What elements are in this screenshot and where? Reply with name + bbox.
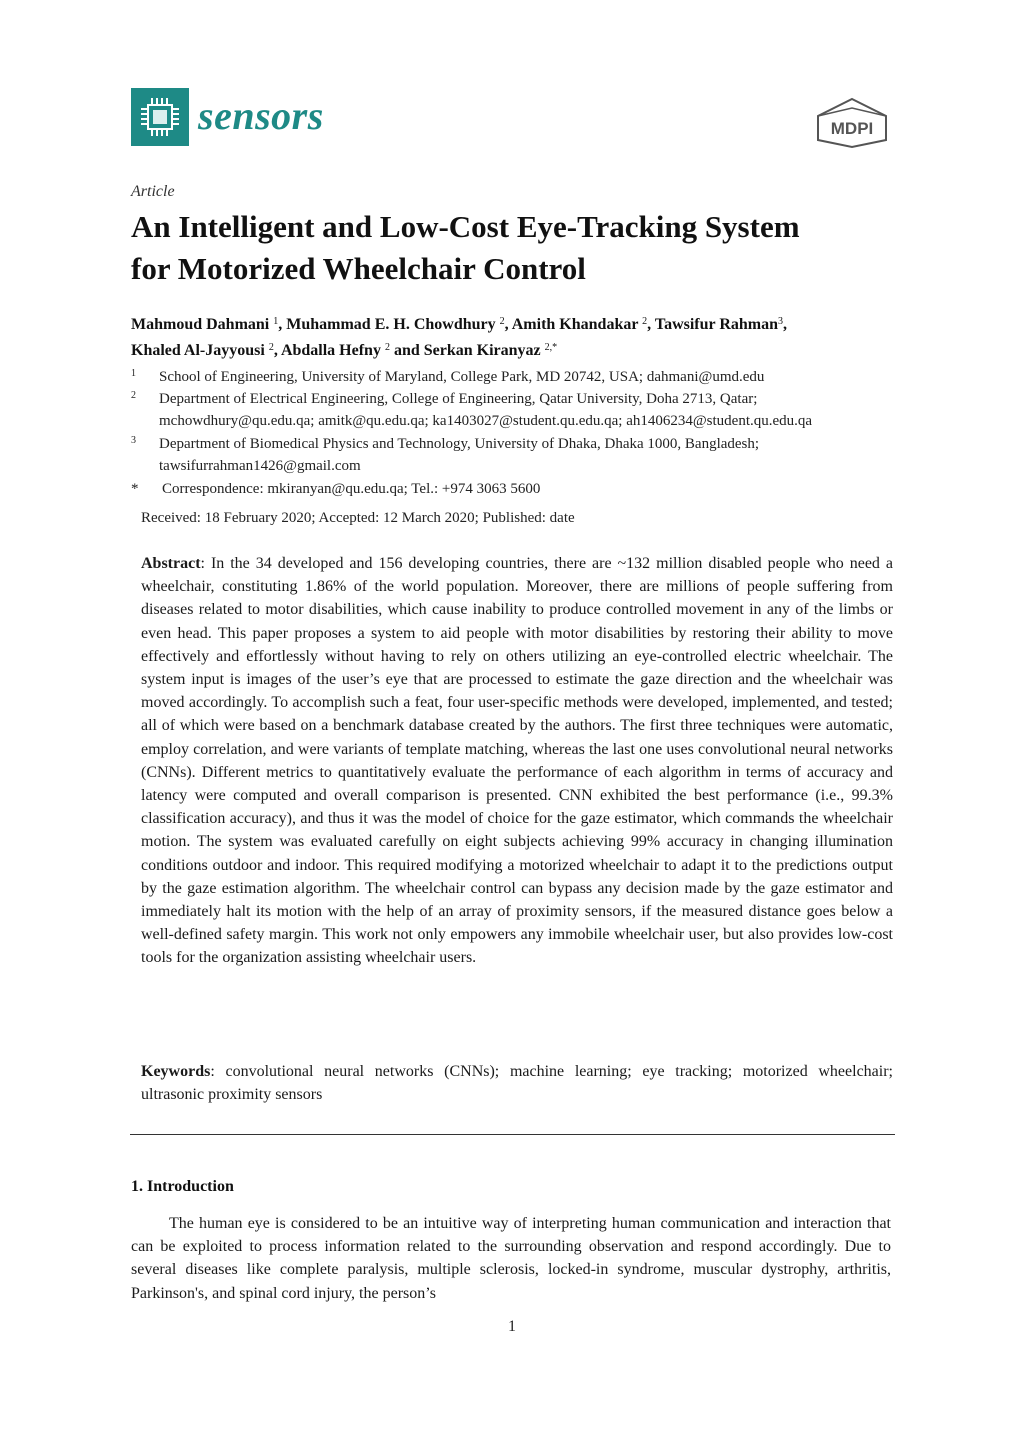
publisher-name: MDPI bbox=[830, 119, 874, 138]
page-number: 1 bbox=[508, 1318, 516, 1335]
author: Mahmoud Dahmani $^1$, bbox=[131, 316, 287, 333]
author: Khaled Al-Jayyousi $^2$, bbox=[131, 342, 281, 359]
affiliation: 1 School of Engineering, University of Maryland, College Park, MD 20742, USA; dahmani@umd.edu bbox=[131, 368, 765, 385]
author: Muhammad E. H. Chowdhury $^2$, bbox=[286, 316, 512, 333]
correspondence: * Correspondence: mkiranyan@qu.edu.qa; Tel.: +974 3063 5600 bbox=[131, 481, 541, 497]
chip-icon bbox=[131, 88, 189, 146]
keywords bbox=[141, 1060, 893, 1106]
abstract-text: : In the 34 developed and 156 developing countries, there are ~132 million disabled people who need a wheelchair, constituting 1.86% of the world population. Moreover, there are millions of people suffering from diseases related to motor disabilities, which cause inability to produce controlled movement in any of the limbs or even head. This paper proposes a system to aid people with motor disabilities by restoring their ability to move effectively and effortlessly without having to rely on others utilizing an eye-controlled electric wheelchair. The system input is images of the user’s eye that are processed to estimate the gaze direction and the wheelchair was moved accordingly. To accomplish such a feat, four user-specific methods were developed, implemented, and tested; all of which were based on a benchmark database created by the authors. The first three techniques were automatic, employ correlation, and were variants of template matching, whereas the last one uses convolutional neural networks (CNNs). Different metrics to quantitatively evaluate the performance of each algorithm in terms of accuracy and latency were computed and overall comparison is presented. CNN exhibited the best performance (i.e., 99.3% classification accuracy), and thus it was the model of choice for the gaze estimator, which commands the wheelchair motion. The system was evaluated carefully on eight subjects achieving 99% accuracy in changing illumination conditions outdoor and indoor. This required modifying a motorized wheelchair to adapt it to the predictions output by the gaze estimation algorithm. The wheelchair control can bypass any decision made by the gaze estimator and immediately halt its motion with the help of an array of proximity sensors, if the measured distance goes below a well-defined safety margin. This work not only empowers any immobile wheelchair user, but also provides low-cost tools for the organization assisting wheelchair users. bbox=[141, 555, 893, 967]
abstract-label: Abstract bbox=[141, 555, 201, 572]
title-line-2: for Motorized Wheelchair Control bbox=[131, 251, 586, 286]
section-heading: 1. Introduction bbox=[131, 1178, 234, 1195]
author: Tawsifur Rahman$^3$, bbox=[654, 316, 788, 333]
title-line-1: An Intelligent and Low-Cost Eye-Tracking System bbox=[131, 209, 800, 244]
author: Abdalla Hefny $^2$ and bbox=[280, 342, 424, 359]
paper-title bbox=[131, 206, 891, 290]
author: Amith Khandakar $^2$, bbox=[511, 316, 655, 333]
mdpi-logo-icon bbox=[812, 96, 892, 150]
journal-logo bbox=[131, 88, 189, 146]
affiliation: 3 Department of Biomedical Physics and Technology, University of Dhaka, Dhaka 1000, Bangladesh; tawsifurrahman1426@gmail.com bbox=[131, 435, 760, 474]
author-list bbox=[131, 310, 901, 362]
section-divider bbox=[130, 1134, 895, 1135]
author: Serkan Kiranyaz $^{2,*}$ bbox=[423, 342, 558, 359]
journal-name: sensors bbox=[198, 93, 324, 138]
keywords-text: : convolutional neural networks (CNNs); machine learning; eye tracking; motorized wheelchair; ultrasonic proximity sensors bbox=[141, 1063, 893, 1104]
article-type: Article bbox=[131, 183, 175, 200]
body-paragraph: The human eye is considered to be an intuitive way of interpreting human communication and interaction that can be exploited to process information related to the surrounding observation and respond accordingly. Due to several diseases like complete paralysis, multiple sclerosis, locked-in syndrome, muscular dystrophy, arthritis, Parkinson's, and spinal cord injury, the person’s bbox=[131, 1215, 891, 1302]
publisher-logo bbox=[812, 96, 892, 150]
publication-dates: Received: 18 February 2020; Accepted: 12 March 2020; Published: date bbox=[141, 510, 575, 526]
affiliation: 2 Department of Electrical Engineering, College of Engineering, Qatar University, Doha 2713, Qatar; mchowdhury@qu.edu.qa; amitk@qu.edu.qa; ka1403027@student.qu.edu.qa; ah1406234@student.qu.edu.qa bbox=[131, 390, 813, 429]
keywords-label: Keywords bbox=[141, 1063, 211, 1080]
abstract bbox=[141, 552, 893, 970]
